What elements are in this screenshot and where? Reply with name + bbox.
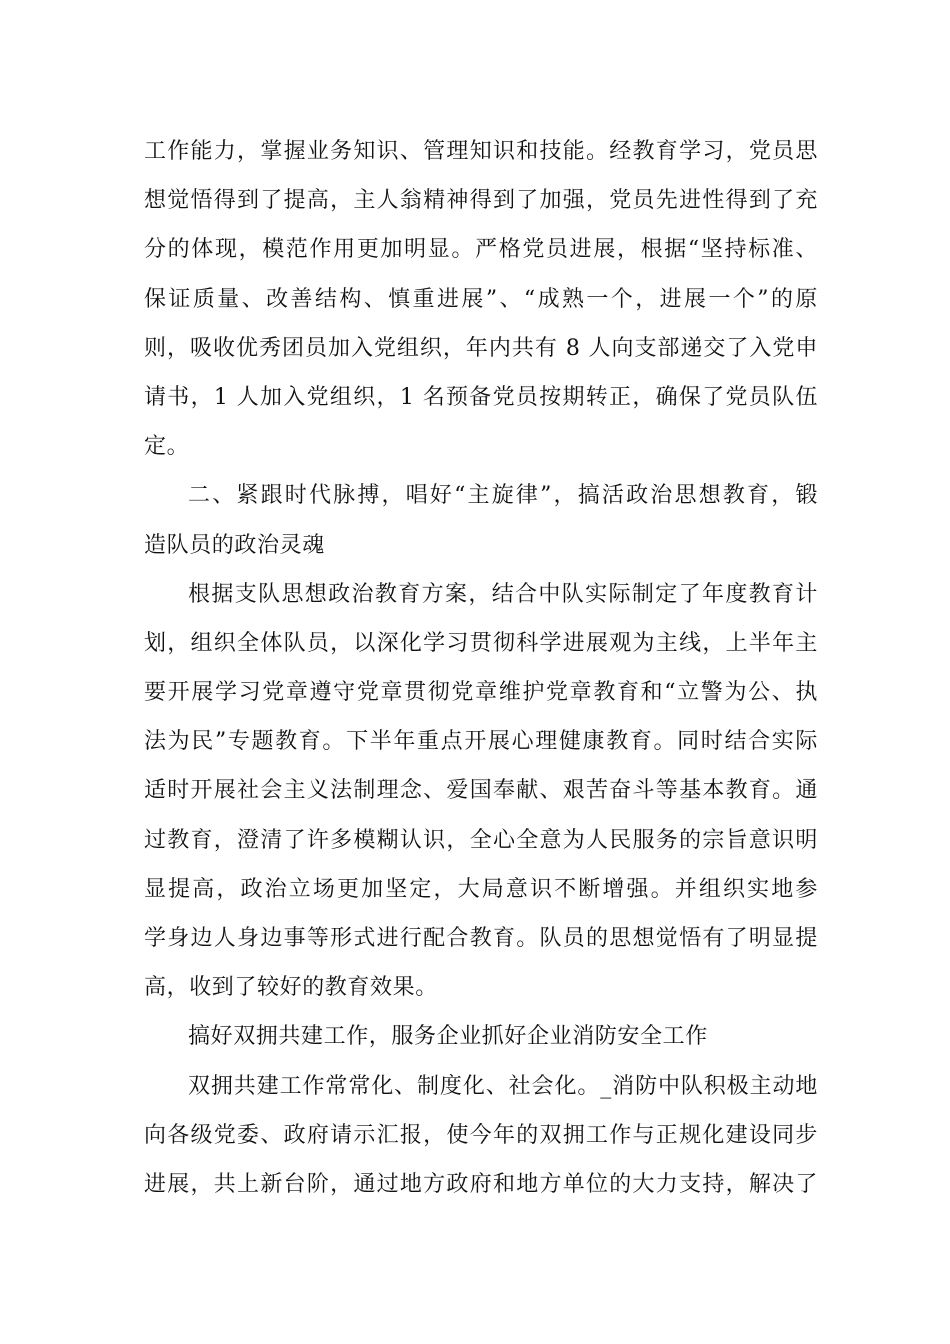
text-line: 请书，1 人加入党组织，1 名预备党员按期转正，确保了党员队伍 bbox=[144, 384, 818, 410]
text-line: 显提高，政治立场更加坚定，大局意识不断增强。并组织实地参 bbox=[144, 876, 818, 902]
text-line: 工作能力，掌握业务知识、管理知识和技能。经教育学习，党员思 bbox=[144, 139, 818, 164]
text-line: 学身边人身边事等形式进行配合教育。队员的思想觉悟有了明显提 bbox=[144, 926, 818, 951]
text-line: 适时开展社会主义法制理念、爱国奉献、艰苦奋斗等基本教育。通 bbox=[144, 778, 818, 804]
text-line: 根据支队思想政治教育方案，结合中队实际制定了年度教育计 bbox=[188, 581, 818, 607]
text-line: 进展，共上新台阶，通过地方政府和地方单位的大力支持，解决了 bbox=[144, 1171, 818, 1197]
text-line: 双拥共建工作常常化、制度化、社会化。_消防中队积极主动地 bbox=[188, 1073, 818, 1099]
document-body bbox=[144, 127, 818, 1209]
text-line: 定。 bbox=[144, 434, 190, 460]
text-line: 则，吸收优秀团员加入党组织，年内共有 8 人向支部递交了入党申 bbox=[144, 335, 818, 361]
text-line: 想觉悟得到了提高，主人翁精神得到了加强，党员先进性得到了充 bbox=[144, 188, 818, 214]
text-line: 分的体现，模范作用更加明显。严格党员进展，根据“坚持标准、 bbox=[144, 237, 818, 263]
text-line: 过教育，澄清了许多模糊认识，全心全意为人民服务的宗旨意识明 bbox=[144, 827, 818, 853]
text-line: 要开展学习党章遵守党章贯彻党章维护党章教育和“立警为公、执 bbox=[144, 680, 818, 706]
text-line: 搞好双拥共建工作，服务企业抓好企业消防安全工作 bbox=[188, 1024, 708, 1050]
text-line: 二、紧跟时代脉搏，唱好“主旋律”，搞活政治思想教育，锻 bbox=[188, 483, 818, 509]
text-line: 保证质量、改善结构、慎重进展”、“成熟一个，进展一个”的原 bbox=[144, 286, 818, 312]
text-line: 造队员的政治灵魂 bbox=[144, 532, 325, 558]
text-line: 划，组织全体队员，以深化学习贯彻科学进展观为主线，上半年主 bbox=[144, 630, 818, 656]
text-line: 高，收到了较好的教育效果。 bbox=[144, 975, 438, 1001]
text-line: 法为民”专题教育。下半年重点开展心理健康教育。同时结合实际 bbox=[144, 729, 818, 755]
text-line: 向各级党委、政府请示汇报，使今年的双拥工作与正规化建设同步 bbox=[144, 1122, 818, 1148]
